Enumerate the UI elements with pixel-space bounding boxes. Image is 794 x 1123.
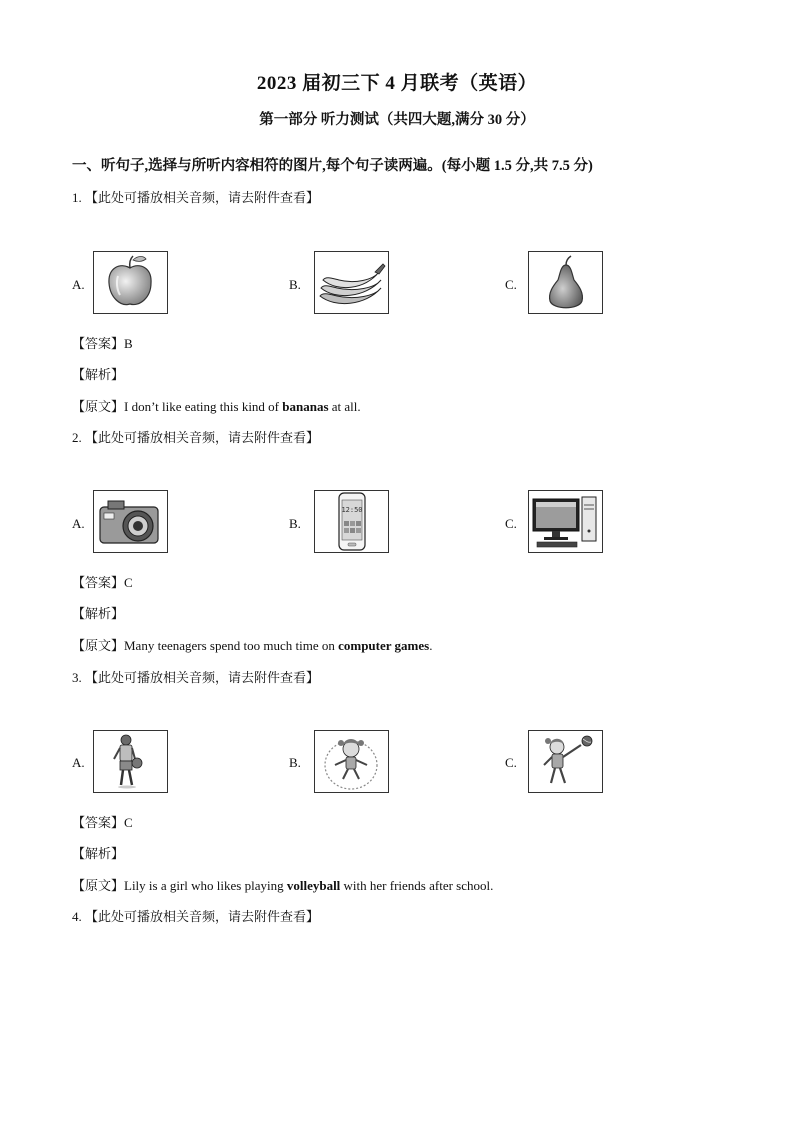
question-4-prompt: 4. 【此处可播放相关音频，请去附件查看】 [72,909,320,924]
q3-option-c-image[interactable] [528,730,603,793]
q1-analysis: 【解析】 [72,367,125,382]
q1-transcript [72,396,361,415]
q3-transcript-text: 【原文】Lily is a girl who likes playing [72,878,287,893]
q2-option-b-image[interactable] [314,490,389,553]
basketball-player-icon [94,731,167,792]
q3-option-b-image[interactable] [314,730,389,793]
q2-option-b-label: B. [289,516,301,531]
page-title: 2023 届初三下 4 月联考（英语） [256,73,538,94]
q1-transcript-end: at all. [328,399,361,414]
volleyball-girl-icon [529,731,602,792]
q3-analysis: 【解析】 [72,846,125,861]
camera-icon [94,491,167,552]
q3-option-a-label: A. [72,755,85,770]
q1-transcript-text: 【原文】I don’t like eating this kind of [72,399,283,414]
q3-transcript-end: with her friends after school. [340,878,494,893]
question-1-prompt: 1. 【此处可播放相关音频，请去附件查看】 [72,190,320,205]
q2-transcript [72,635,432,654]
q2-option-a-image[interactable] [93,490,168,553]
q3-answer: 【答案】C [72,815,133,830]
q1-transcript-keyword: bananas [282,399,329,414]
q1-option-a-label: A. [72,277,85,292]
smartphone-icon [315,491,388,552]
q3-transcript-keyword: volleyball [286,878,341,893]
q3-option-c-label: C. [505,755,517,770]
phone-screen-time: 12:50 [341,506,363,514]
q1-option-c-image[interactable] [528,251,603,314]
apple-icon [94,252,167,313]
page-subtitle: 第一部分 听力测试（共四大题,满分 30 分） [259,112,535,128]
q3-transcript [72,875,493,894]
q1-option-b-image[interactable] [314,251,389,314]
q1-option-b-label: B. [289,277,301,292]
jump-rope-girl-icon [315,731,388,792]
question-2-prompt: 2. 【此处可播放相关音频，请去附件查看】 [72,430,320,445]
q1-option-c-label: C. [505,277,517,292]
q2-analysis: 【解析】 [72,606,125,621]
q2-transcript-end: . [429,638,433,653]
q2-option-c-image[interactable] [528,490,603,553]
computer-icon [529,491,602,552]
q1-answer: 【答案】B [72,336,133,351]
section-heading: 一、听句子,选择与所听内容相符的图片,每个句子读两遍。(每小题 1.5 分,共 7.5 分) [72,158,593,174]
pear-icon [529,252,602,313]
q2-transcript-keyword: computer games [338,638,430,653]
bananas-icon [315,252,388,313]
q3-option-a-image[interactable] [93,730,168,793]
q1-option-a-image[interactable] [93,251,168,314]
question-3-prompt: 3. 【此处可播放相关音频，请去附件查看】 [72,670,320,685]
q2-answer: 【答案】C [72,575,133,590]
q2-option-a-label: A. [72,516,85,531]
q3-option-b-label: B. [289,755,301,770]
q2-option-c-label: C. [505,516,517,531]
q2-transcript-text: 【原文】Many teenagers spend too much time on [72,638,339,653]
